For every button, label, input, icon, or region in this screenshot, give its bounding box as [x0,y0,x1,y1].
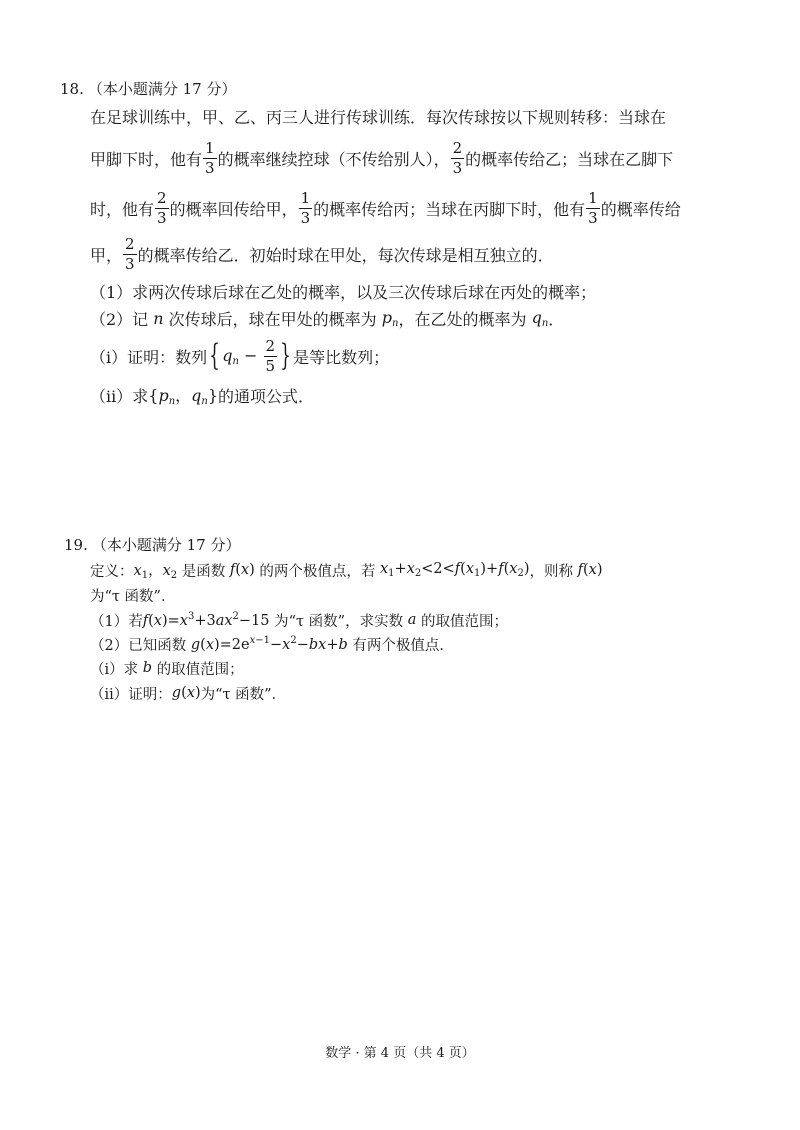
q18-part-2: （2）记 n 次传球后，球在甲处的概率为 $p_n$ ，在乙处的概率为 $q_n$ ． [90,307,565,329]
question-19-header: 19. （本小题满分 17 分） [64,536,241,554]
question-18-header: 18. （本小题满分 17 分） [60,80,237,98]
fraction-one-third: $\frac{1}{3}$ [588,188,598,227]
q19-part-2: （2）已知函数 $g(x)=2e^{x-1}-x^2-bx+b$ 有两个极值点． [90,635,454,654]
q18-part-2-ii: （ⅱ）求 {$p_n$，$q_n$} 的通项公式． [90,386,315,407]
fraction-two-fifths: $\frac{2}{5}$ [265,336,276,375]
fraction-one-third: $\frac{1}{3}$ [205,138,215,177]
q19-definition-line-2: 为“τ 函数”． [90,588,176,605]
q18-line-3: 时，他有 $\frac{2}{3}$ 的概率回传给甲， $\frac{1}{3}$ 的概率传给丙；当球在丙脚下时，他有 $\frac{1}{3}$ 的概率传给 [90,188,681,227]
question-19-number: 19. [64,536,88,554]
fraction-two-thirds: $\frac{2}{3}$ [157,188,167,227]
q18-line-2: 甲脚下时，他有 $\frac{1}{3}$ 的概率继续控球（不传给别人）， $\frac{2}{3}$ 的概率传给乙；当球在乙脚下 [90,138,674,177]
q18-part-2-i: （ⅰ）证明：数列 { $q_n$ − $\frac{2}{5}$ } 是等比数列； [90,336,390,375]
fraction-two-thirds: $\frac{2}{3}$ [125,234,135,273]
q19-part-2-ii: （ii）证明： g(x) 为“τ 函数”． [90,685,287,703]
fraction-one-third: $\frac{1}{3}$ [300,188,311,227]
q18-line-1: 在足球训练中，甲、乙、丙三人进行传球训练．每次传球按以下规则转移：当球在 [90,107,667,127]
page-footer: 数学 · 第 4 页（共 4 页） [325,1046,475,1061]
q18-line-4: 甲， $\frac{2}{3}$ 的概率传给乙．初始时球在甲处，每次传球是相互独立的． [90,234,554,273]
q19-part-1: （1）若 $f(x)=x^3+3ax^2-15$ 为“τ 函数”，求实数 a 的取值范围； [90,611,508,630]
fraction-two-thirds: $\frac{2}{3}$ [452,138,463,177]
q19-definition-line-1: 定义： $x_1$，$x_2$ 是函数 f(x) 的两个极值点，若 $x_1+x_2<2<f(x_1)+f(x_2)$ ，则称 f(x) [90,561,603,581]
q19-part-2-i: （i）求 b 的取值范围； [90,660,244,678]
question-18-number: 18. [60,80,84,98]
q18-part-1: （1）求两次传球后球在乙处的概率，以及三次传球后球在丙处的概率； [90,282,597,302]
